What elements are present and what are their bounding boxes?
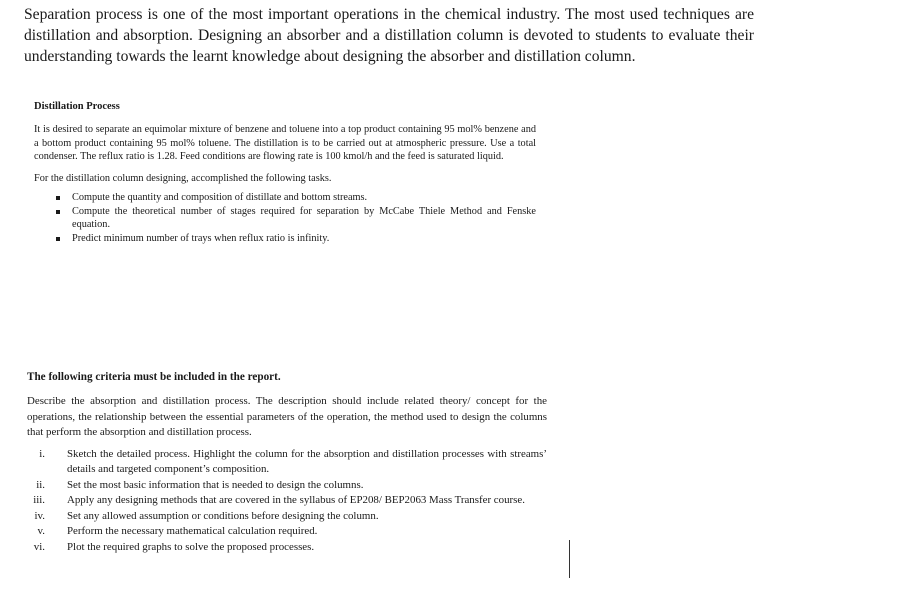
criteria-section	[27, 370, 547, 555]
list-item	[56, 232, 536, 246]
list-item	[27, 493, 547, 509]
bullet-icon	[56, 196, 60, 200]
item-text: Set the most basic information that is needed to design the columns.	[67, 478, 364, 491]
intro-paragraph: Separation process is one of the most important operations in the chemical industry. The most used techniques are distillation and absorption. Designing an absorber and a distillation column is devoted to students to evaluate their understanding towards the learnt knowledge about designing the absorber and distillation column.	[24, 6, 754, 65]
distillation-section	[34, 100, 536, 245]
bullet-icon	[56, 210, 60, 214]
distillation-task-list	[34, 191, 536, 245]
task-text: Compute the theoretical number of stages required for separation by McCabe Thiele Method and Fenske equation.	[72, 205, 536, 230]
list-item	[56, 191, 536, 205]
list-item	[27, 478, 547, 494]
list-item	[56, 205, 536, 232]
task-text: Predict minimum number of trays when reflux ratio is infinity.	[72, 232, 330, 244]
item-number: iii.	[33, 494, 45, 506]
criteria-description: Describe the absorption and distillation process. The description should include related theory/ concept for the operations, the relationship between the essential parameters of the operation, the method used to design the columns that perform the absorption and distillation process.	[27, 395, 547, 438]
item-text: Plot the required graphs to solve the proposed processes.	[67, 540, 315, 553]
item-text: Sketch the detailed process. Highlight the column for the absorption and distillation processes with streams’ details and targeted component’s composition.	[67, 447, 547, 475]
list-item	[27, 509, 547, 525]
item-text: Perform the necessary mathematical calculation required.	[67, 525, 318, 537]
item-text: Apply any designing methods that are covered in the syllabus of EP208/ BEP2063 Mass Transfer course.	[67, 494, 525, 506]
list-item	[27, 447, 547, 478]
criteria-list	[27, 447, 547, 556]
distillation-title: Distillation Process	[34, 101, 120, 112]
criteria-title: The following criteria must be included in the report.	[27, 371, 281, 383]
item-number: ii.	[36, 478, 45, 491]
item-number: v.	[37, 525, 45, 537]
item-text: Set any allowed assumption or conditions before designing the column.	[67, 509, 379, 522]
item-number: iv.	[34, 509, 45, 522]
list-item	[27, 524, 547, 540]
list-item	[27, 540, 547, 556]
item-number: i.	[39, 447, 45, 460]
distillation-task-intro: For the distillation column designing, accomplished the following tasks.	[34, 172, 332, 184]
distillation-description: It is desired to separate an equimolar mixture of benzene and toluene into a top product containing 95 mol% benzene and a bottom product containing 95 mol% toluene. The distillation is to be carried out at atmospheric pressure. Use a total condenser. The reflux ratio is 1.28. Feed conditions are flowing rate is 100 kmol/h and the feed is saturated liquid.	[34, 124, 536, 162]
task-text: Compute the quantity and composition of distillate and bottom streams.	[72, 192, 368, 203]
text-cursor	[569, 540, 570, 578]
bullet-icon	[56, 237, 60, 241]
item-number: vi.	[33, 540, 45, 553]
